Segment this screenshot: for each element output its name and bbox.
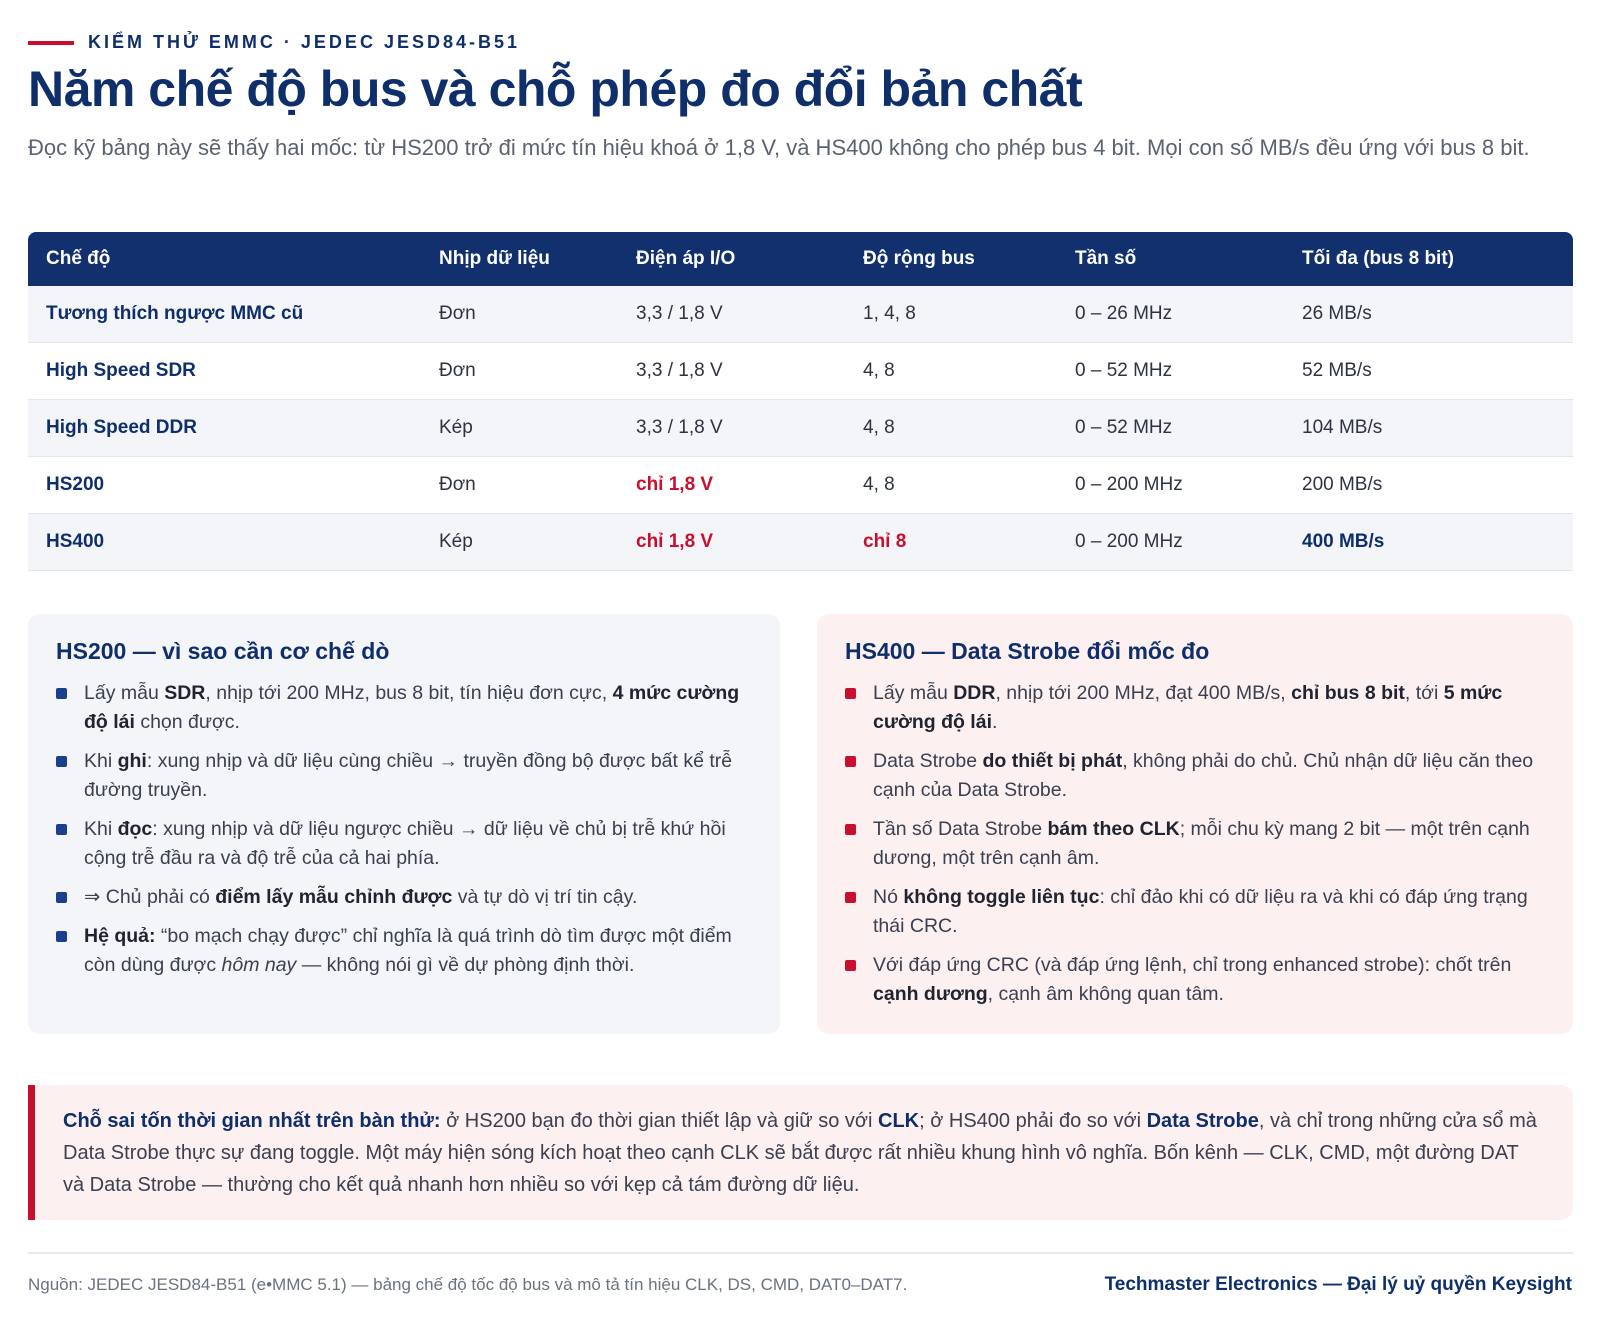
cell-mode: HS200 [28, 457, 421, 514]
bullet-square-icon [845, 892, 856, 903]
cell-data-rate: Kép [421, 400, 618, 457]
cell-frequency: 0 – 26 MHz [1057, 286, 1284, 343]
cell-bus-width-highlight: chỉ 8 [845, 514, 1057, 571]
list-item [56, 815, 752, 873]
bus-mode-table [28, 232, 1573, 571]
cell-io-voltage: 3,3 / 1,8 V [618, 286, 845, 343]
bullet-square-icon [56, 892, 67, 903]
item-text: ⇒ Chủ phải có [84, 886, 216, 908]
item-bold: 5 mức cường độ lái [873, 682, 1503, 733]
list-item [845, 747, 1545, 805]
table-row [28, 457, 1573, 514]
page-subtitle: Đọc kỹ bảng này sẽ thấy hai mốc: từ HS200 trở đi mức tín hiệu khoá ở 1,8 V, và HS400 không cho phép bus 4 bit. Mọi con số MB/s đều ứng với bus 8 bit. [28, 135, 1530, 160]
cell-bus-width: 1, 4, 8 [845, 286, 1057, 343]
bullet-square-icon [845, 688, 856, 699]
list-item [56, 883, 752, 912]
column-header-mode: Chế độ [28, 232, 421, 286]
hs400-card [817, 614, 1573, 1034]
item-text: “bo mạch chạy được” chỉ nghĩa là quá trình dò tìm được một điểm còn dùng được [84, 925, 732, 976]
page-title: Năm chế độ bus và chỗ phép đo đổi bản chất [28, 61, 1083, 117]
hs200-card-title: HS200 — vì sao cần cơ chế dò [56, 638, 390, 664]
cell-max-throughput: 52 MB/s [1284, 343, 1573, 400]
item-text: Khi [84, 818, 118, 840]
callout-text: , và chỉ trong những cửa sổ mà Data Strobe thực sự đang toggle. Một máy hiện sóng kích hoạt theo cạnh CLK sẽ bắt được rất nhiều khung hình vô nghĩa. Bốn kênh — CLK, CMD, một đường DAT và Data Strobe — thường cho kết quả nhanh hơn nhiều so với kẹp cả tám đường dữ liệu. [63, 1110, 1537, 1196]
item-text: : xung nhịp và dữ liệu cùng chiều → truyền đồng bộ được bất kể trễ đường truyền. [84, 750, 733, 801]
bullet-square-icon [845, 756, 856, 767]
bullet-square-icon [845, 824, 856, 835]
item-text: và tự dò vị trí tin cậy. [452, 886, 638, 908]
cell-mode: Tương thích ngược MMC cũ [28, 286, 421, 343]
cell-frequency: 0 – 52 MHz [1057, 400, 1284, 457]
callout-lead: Chỗ sai tốn thời gian nhất trên bàn thử: [63, 1110, 441, 1132]
item-text: Lấy mẫu [84, 682, 165, 704]
cell-bus-width: 4, 8 [845, 457, 1057, 514]
cell-io-voltage: 3,3 / 1,8 V [618, 400, 845, 457]
cell-mode: High Speed SDR [28, 343, 421, 400]
item-text: — không nói gì về dự phòng định thời. [296, 954, 635, 976]
cell-io-voltage-highlight: chỉ 1,8 V [618, 457, 845, 514]
item-bold: SDR [164, 682, 206, 704]
bullet-square-icon [56, 931, 67, 942]
list-item [845, 815, 1545, 873]
cell-data-rate: Đơn [421, 286, 618, 343]
item-bold: ghi [117, 750, 147, 772]
table-row [28, 343, 1573, 400]
footer-brand: Techmaster Electronics — Đại lý uỷ quyền Keysight [1104, 1274, 1572, 1295]
cell-max-throughput: 26 MB/s [1284, 286, 1573, 343]
item-text: , tới [1404, 682, 1444, 704]
callout-clk: CLK [878, 1110, 920, 1132]
item-text: Nó [873, 886, 904, 908]
eyebrow-accent-bar [28, 41, 74, 45]
table-row [28, 286, 1573, 343]
list-item [56, 922, 752, 980]
item-bold: đọc [117, 818, 153, 840]
cell-frequency: 0 – 200 MHz [1057, 457, 1284, 514]
cell-mode: High Speed DDR [28, 400, 421, 457]
list-item [56, 679, 752, 737]
cell-frequency: 0 – 200 MHz [1057, 514, 1284, 571]
item-bold: điểm lấy mẫu chỉnh được [215, 886, 453, 908]
table-row [28, 514, 1573, 571]
item-text: , nhịp tới 200 MHz, đạt 400 MB/s, [995, 682, 1292, 704]
cell-io-voltage-highlight: chỉ 1,8 V [618, 514, 845, 571]
list-item [845, 679, 1545, 737]
item-text: . [992, 711, 998, 733]
column-header-data-rate: Nhịp dữ liệu [421, 232, 618, 286]
column-header-max-throughput: Tối đa (bus 8 bit) [1284, 232, 1573, 286]
item-text: Lấy mẫu [873, 682, 954, 704]
column-header-bus-width: Độ rộng bus [845, 232, 1057, 286]
cell-data-rate: Đơn [421, 343, 618, 400]
item-text: chọn được. [134, 711, 240, 733]
cell-max-throughput: 104 MB/s [1284, 400, 1573, 457]
cell-data-rate: Đơn [421, 457, 618, 514]
hs400-bullet-list [845, 679, 1545, 1009]
bullet-square-icon [56, 688, 67, 699]
item-text: Với đáp ứng CRC (và đáp ứng lệnh, chỉ trong enhanced strobe): chốt trên [873, 954, 1512, 976]
item-text: Tần số Data Strobe [873, 818, 1048, 840]
table-row [28, 400, 1573, 457]
footer-divider [28, 1252, 1573, 1254]
bullet-square-icon [845, 960, 856, 971]
cell-bus-width: 4, 8 [845, 400, 1057, 457]
item-italic: hôm nay [221, 954, 297, 976]
cell-mode: HS400 [28, 514, 421, 571]
bullet-square-icon [56, 824, 67, 835]
warning-callout [28, 1085, 1573, 1220]
bullet-square-icon [56, 756, 67, 767]
cell-bus-width: 4, 8 [845, 343, 1057, 400]
item-bold: 4 mức cường độ lái [84, 682, 740, 733]
item-text: , không phải do chủ. Chủ nhận dữ liệu căn theo cạnh của Data Strobe. [873, 750, 1534, 801]
hs200-card [28, 614, 780, 1034]
list-item [56, 747, 752, 805]
item-text: Data Strobe [873, 750, 983, 772]
cell-io-voltage: 3,3 / 1,8 V [618, 343, 845, 400]
item-bold: chỉ bus 8 bit [1291, 682, 1405, 704]
item-text: : chỉ đảo khi có dữ liệu ra và khi có đáp ứng trạng thái CRC. [873, 886, 1528, 937]
item-bold: cạnh dương [873, 983, 988, 1005]
cell-frequency: 0 – 52 MHz [1057, 343, 1284, 400]
item-bold: do thiết bị phát [982, 750, 1123, 772]
item-bold: bám theo CLK [1047, 818, 1180, 840]
eyebrow-label: KIỂM THỬ EMMC · JEDEC JESD84-B51 [88, 32, 520, 52]
eyebrow [28, 32, 520, 53]
item-text: ; mỗi chu kỳ mang 2 bit — một trên cạnh dương, một trên cạnh âm. [873, 818, 1530, 869]
item-bold: DDR [953, 682, 996, 704]
cell-max-throughput: 200 MB/s [1284, 457, 1573, 514]
item-text: : xung nhịp và dữ liệu ngược chiều → dữ liệu về chủ bị trễ khứ hồi cộng trễ đầu ra và độ trễ của cả hai phía. [84, 818, 726, 869]
callout-text: ; ở HS400 phải đo so với [919, 1110, 1147, 1132]
list-item [845, 951, 1545, 1009]
item-bold: không toggle liên tục [903, 886, 1100, 908]
column-header-frequency: Tần số [1057, 232, 1284, 286]
cell-max-throughput-highlight: 400 MB/s [1284, 514, 1573, 571]
item-text: Khi [84, 750, 118, 772]
hs400-card-title: HS400 — Data Strobe đổi mốc đo [845, 638, 1210, 664]
cell-data-rate: Kép [421, 514, 618, 571]
item-text: , cạnh âm không quan tâm. [987, 983, 1224, 1005]
item-bold: Hệ quả: [84, 925, 156, 947]
item-text: , nhịp tới 200 MHz, bus 8 bit, tín hiệu đơn cực, [205, 682, 613, 704]
table-header-row [28, 232, 1573, 286]
column-header-io-voltage: Điện áp I/O [618, 232, 845, 286]
hs200-bullet-list [56, 679, 752, 980]
callout-text: ở HS200 bạn đo thời gian thiết lập và giữ so với [440, 1110, 878, 1132]
footer-source: Nguồn: JEDEC JESD84-B51 (e•MMC 5.1) — bảng chế độ tốc độ bus và mô tả tín hiệu CLK, DS, CMD, DAT0–DAT7. [28, 1275, 908, 1294]
callout-data-strobe: Data Strobe [1146, 1110, 1259, 1132]
list-item [845, 883, 1545, 941]
